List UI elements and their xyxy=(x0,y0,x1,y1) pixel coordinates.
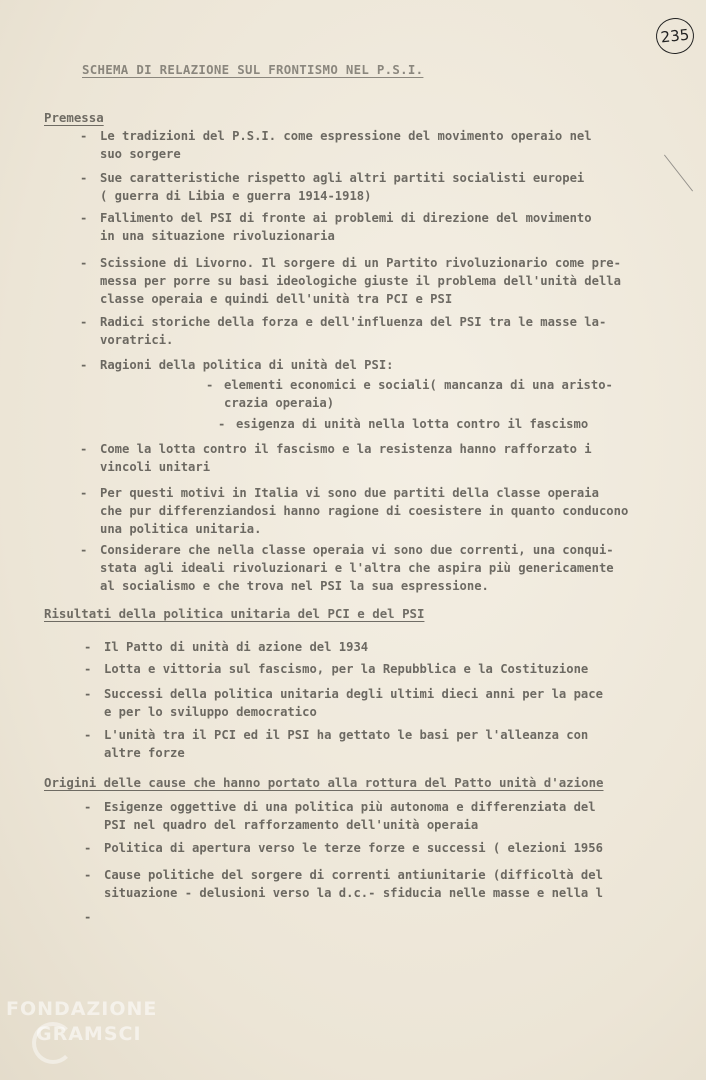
list-item: - Sue caratteristiche rispetto agli altri partiti socialisti europei ( guerra di Libia e guerra 1914-1918) xyxy=(80,171,585,203)
pen-mark xyxy=(664,155,693,192)
list-item: - Radici storiche della forza e dell'influenza del PSI tra le masse la- voratrici. xyxy=(80,315,607,347)
list-item: - Come la lotta contro il fascismo e la resistenza hanno rafforzato i vincoli unitari xyxy=(80,442,592,474)
fondazione-gramsci-watermark: FONDAZIONE GRAMSCI xyxy=(6,1000,157,1044)
list-item: - Esigenze oggettive di una politica più autonoma e differenziata del PSI nel quadro del rafforzamento dell'unità operaia xyxy=(84,800,596,832)
list-item: - Il Patto di unità di azione del 1934 xyxy=(84,640,369,654)
list-item: - Lotta e vittoria sul fascismo, per la Repubblica e la Costituzione xyxy=(84,662,589,676)
list-item: - esigenza di unità nella lotta contro il fascismo xyxy=(218,417,589,431)
list-item: - Cause politiche del sorgere di correnti antiunitarie (difficoltà del situazione - delusioni verso la d.c.- sfiducia nelle masse e nella l xyxy=(84,868,603,900)
list-item: - Le tradizioni del P.S.I. come espressione del movimento operaio nel suo sorgere xyxy=(80,129,592,161)
section-heading-premessa: Premessa xyxy=(44,110,104,125)
page-number: 235 xyxy=(654,16,696,56)
list-item: - L'unità tra il PCI ed il PSI ha gettato le basi per l'alleanza con altre forze xyxy=(84,728,589,760)
list-item: - Fallimento del PSI di fronte ai problemi di direzione del movimento in una situazione rivoluzionaria xyxy=(80,211,592,243)
list-item: - Scissione di Livorno. Il sorgere di un Partito rivoluzionario come pre- messa per porre su basi ideologiche giuste il problema dell'unità della classe operaia e quindi dell'unità tra PCI e PSI xyxy=(80,256,621,306)
list-item: - Ragioni della politica di unità del PSI: xyxy=(80,358,394,372)
list-item: - Considerare che nella classe operaia vi sono due correnti, una conqui- stata agli ideali rivoluzionari e l'altra che aspira più genericamente al socialismo e che trova nel PSI la sua espressione. xyxy=(80,543,614,593)
document-page: 235 SCHEMA DI RELAZIONE SUL FRONTISMO NEL P.S.I. Premessa - Le tradizioni del P.S.I. come espressione del movimento operaio nel suo sorgere - Sue caratteristiche rispetto agli altri partiti socialisti europei ( guerra di Libia e guerra 1914-1918) - Fallimento del PSI di fronte ai problemi di direzione del movimento in una situazione rivoluzionaria - Scissione di Livorno. Il sorgere di un Partito rivoluzionario come pre- messa per porre su basi ideologiche giuste il problema dell'unità della classe operaia e quindi dell'unità tra PCI e PSI - Radici storiche della forza e dell'influenza del PSI tra le masse la- voratrici. - Ragioni della politica di unità del PSI: - elementi economici e sociali( mancanza di una aristo- crazia operaia) - esigenza di unità nella lotta contro il fascismo - Come la lotta contro il fascismo e la resistenza hanno rafforzato i vincoli unitari - Per questi motivi in Italia vi sono due partiti della classe operaia che pur differenziandosi hanno ragione di coesistere in quanto conducono una politica unitaria. - Considerare che nella classe operaia vi sono due correnti, una conqui- stata agli ideali rivoluzionari e l'altra che aspira più genericamente al socialismo e che trova nel PSI la sua espressione. Risultati della politica unitaria del PCI e del PSI - Il Patto di unità di azione del 1934 - Lotta e vittoria sul fascismo, per la Repubblica e la Costituzione - Successi della politica unitaria degli ultimi dieci anni per la pace e per lo sviluppo democratico - L'unità tra il PCI ed il PSI ha gettato le basi per l'alleanza con altre forze Origini delle cause che hanno portato alla rottura del Patto unità d'azione - Esigenze oggettive di una politica più autonoma e differenziata del PSI nel quadro del rafforzamento dell'unità operaia - Politica di apertura verso le terze forze e successi ( elezioni 1956 - Cause politiche del sorgere di correnti antiunitarie (difficoltà del situazione - delusioni verso la d.c.- sfiducia nelle masse e nella l - FONDAZIONE GRAMSCI xyxy=(0,0,706,1080)
section-heading-risultati: Risultati della politica unitaria del PCI e del PSI xyxy=(44,606,425,621)
list-item: - Successi della politica unitaria degli ultimi dieci anni per la pace e per lo sviluppo democratico xyxy=(84,687,603,719)
section-heading-origini: Origini delle cause che hanno portato alla rottura del Patto unità d'azione xyxy=(44,775,604,790)
list-item: - Politica di apertura verso le terze forze e successi ( elezioni 1956 xyxy=(84,841,603,855)
document-title: SCHEMA DI RELAZIONE SUL FRONTISMO NEL P.S.I. xyxy=(82,62,424,77)
list-item: - Per questi motivi in Italia vi sono due partiti della classe operaia che pur differenziandosi hanno ragione di coesistere in quanto conducono una politica unitaria. xyxy=(80,486,629,536)
gramsci-logo-icon xyxy=(32,1022,74,1064)
list-item: - elementi economici e sociali( mancanza di una aristo- crazia operaia) xyxy=(206,378,613,410)
